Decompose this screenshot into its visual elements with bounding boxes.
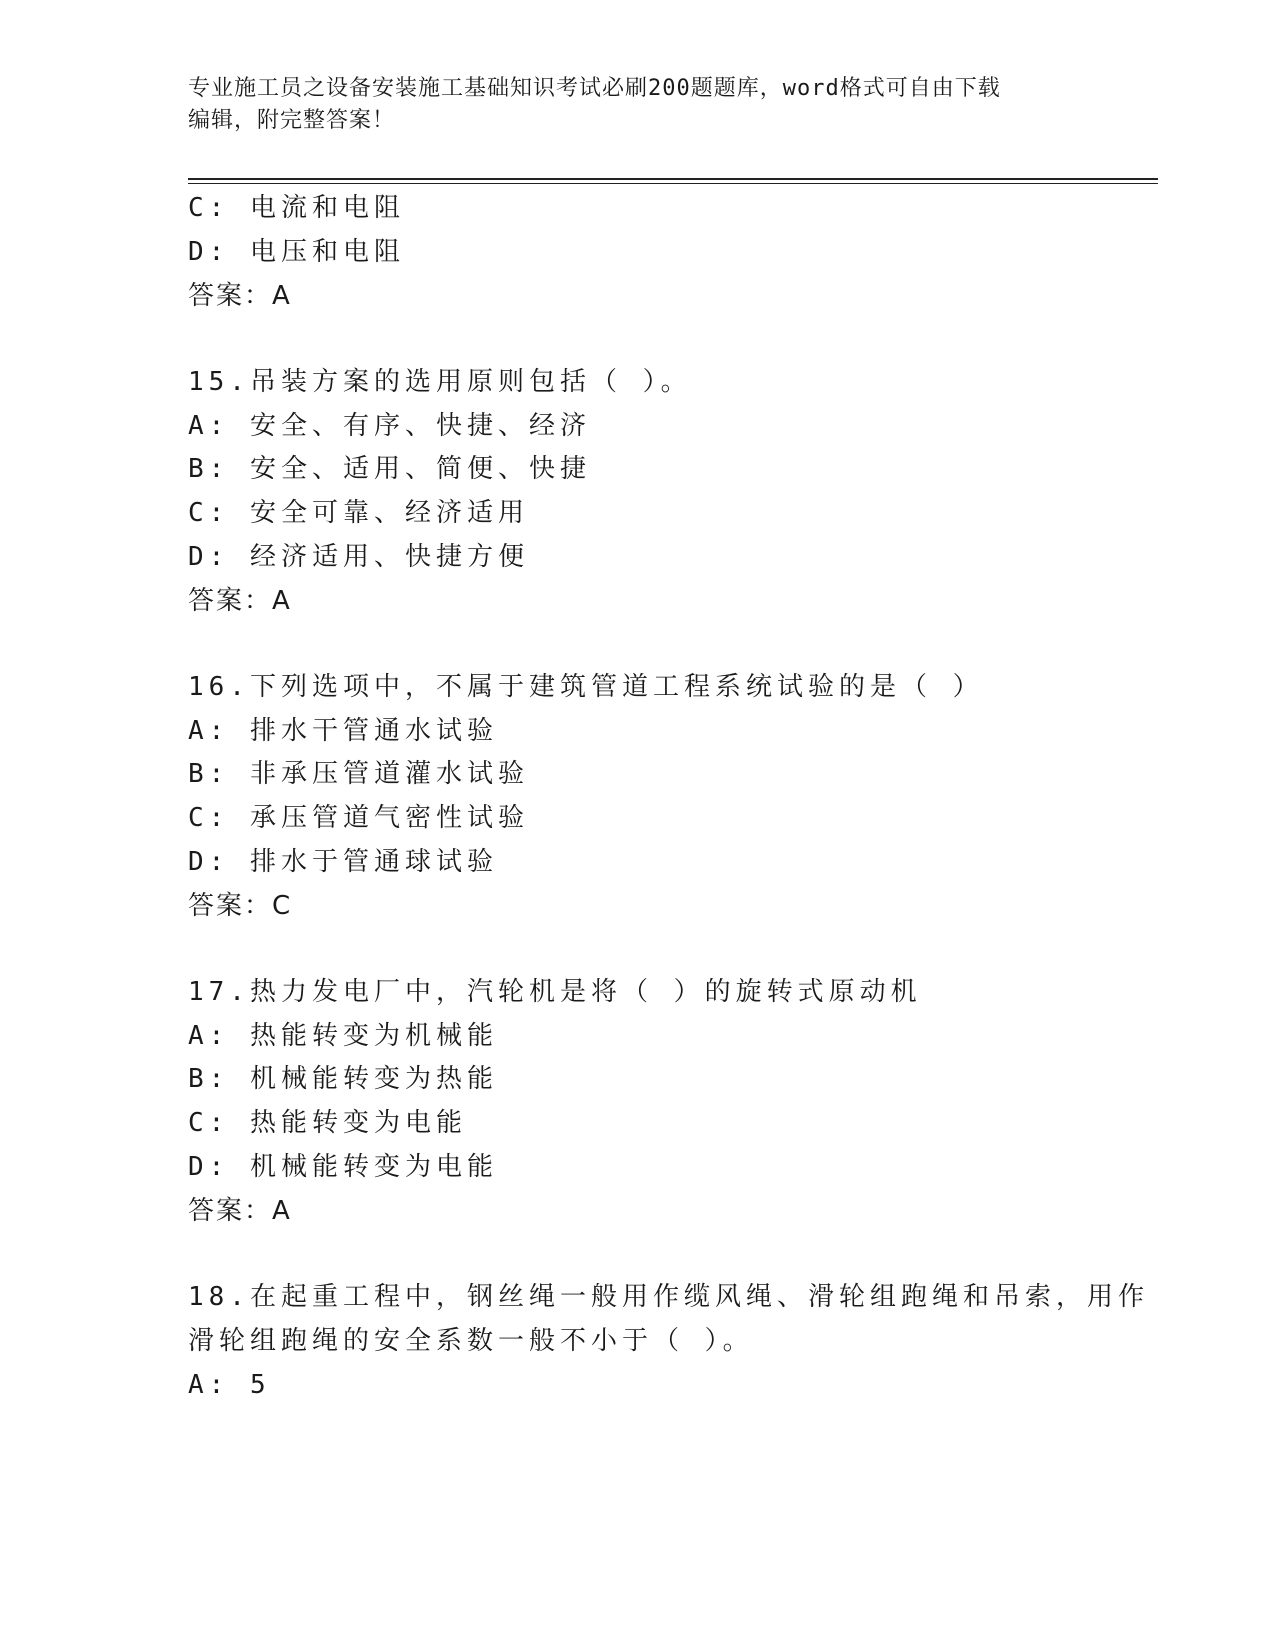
option-b: B: 非承压管道灌水试验 — [188, 759, 529, 789]
document-header — [188, 73, 1088, 137]
header-line-2: 编辑，附完整答案！ — [188, 108, 396, 133]
question-stem-line-1: 18.在起重工程中，钢丝绳一般用作缆风绳、滑轮组跑绳和吊索，用作 — [188, 1282, 1149, 1312]
option-a: A: 安全、有序、快捷、经济 — [188, 411, 591, 441]
answer: 答案：C — [188, 891, 293, 921]
option-b: B: 机械能转变为热能 — [188, 1064, 498, 1094]
option-c: C: 电流和电阻 — [188, 193, 405, 223]
option-b: B: 安全、适用、简便、快捷 — [188, 454, 591, 484]
option-a: A: 热能转变为机械能 — [188, 1021, 498, 1051]
question-stem: 17.热力发电厂中，汽轮机是将（ ）的旋转式原动机 — [188, 977, 922, 1007]
question-stem: 15.吊装方案的选用原则包括（ ）。 — [188, 367, 692, 397]
header-line-1: 专业施工员之设备安装施工基础知识考试必刷200题题库，word格式可自由下载 — [188, 76, 1001, 101]
option-d: D: 电压和电阻 — [188, 237, 405, 267]
option-c: C: 热能转变为电能 — [188, 1108, 467, 1138]
question-stem: 16.下列选项中，不属于建筑管道工程系统试验的是（ ） — [188, 672, 984, 702]
answer: 答案：A — [188, 1196, 292, 1226]
question-stem-line-2: 滑轮组跑绳的安全系数一般不小于（ ）。 — [188, 1326, 754, 1356]
option-d: D: 机械能转变为电能 — [188, 1152, 498, 1182]
option-c: C: 安全可靠、经济适用 — [188, 498, 529, 528]
option-d: D: 排水于管通球试验 — [188, 847, 498, 877]
answer: 答案：A — [188, 281, 292, 311]
header-divider-thin — [188, 183, 1158, 184]
header-divider-thick — [188, 178, 1158, 180]
option-d: D: 经济适用、快捷方便 — [188, 542, 529, 572]
option-a: A: 5 — [188, 1370, 271, 1400]
option-c: C: 承压管道气密性试验 — [188, 803, 529, 833]
answer: 答案：A — [188, 586, 292, 616]
option-a: A: 排水干管通水试验 — [188, 716, 498, 746]
